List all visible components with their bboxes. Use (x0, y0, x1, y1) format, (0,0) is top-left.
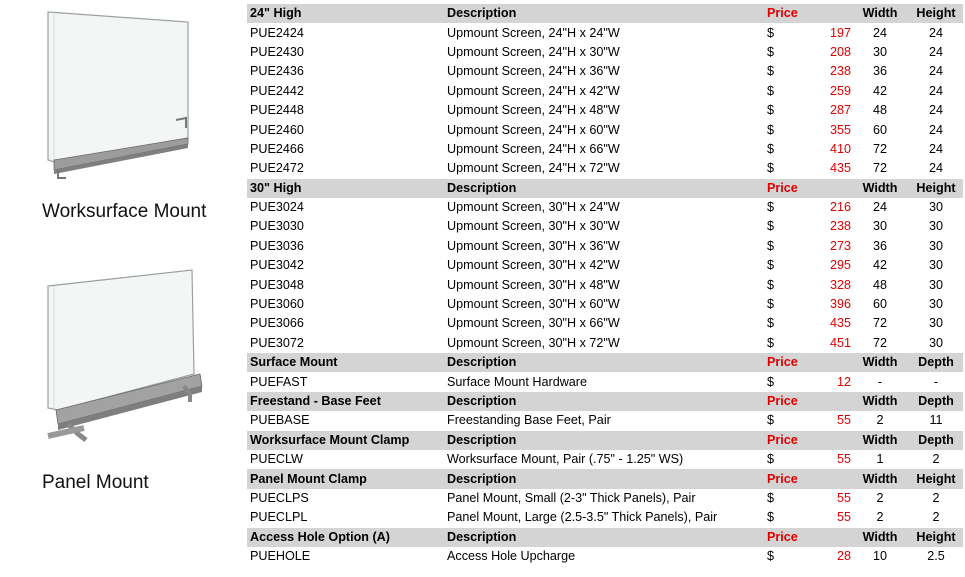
description-cell: Upmount Screen, 30"H x 36"W (447, 238, 620, 253)
price-list-table (247, 4, 963, 566)
product-images-column (0, 0, 245, 577)
col1-cell: 2 (876, 510, 884, 525)
currency-cell: $ (767, 510, 775, 525)
description-cell: Upmount Screen, 30"H x 24"W (447, 200, 620, 215)
currency-cell: $ (767, 335, 775, 350)
section-title: 30" High (247, 179, 444, 198)
sku-cell: PUE3066 (250, 316, 304, 331)
table-row (247, 547, 963, 566)
price-cell: 328 (829, 277, 851, 292)
currency-cell: $ (767, 490, 775, 505)
table-row (247, 140, 963, 159)
price-cell: 55 (836, 490, 851, 505)
table-row (247, 508, 963, 527)
price-cell: 12 (836, 374, 851, 389)
price-cell: 55 (836, 452, 851, 467)
sku-cell: PUE2430 (250, 44, 304, 59)
price-header: Price (764, 431, 851, 450)
description-cell: Access Hole Upcharge (447, 549, 576, 564)
description-cell: Upmount Screen, 30"H x 30"W (447, 219, 620, 234)
col2-cell: 2 (932, 490, 940, 505)
section-header-row (247, 392, 963, 411)
price-cell: 355 (829, 122, 851, 137)
col1-cell: 30 (872, 44, 887, 59)
price-cell: 55 (836, 510, 851, 525)
section-header-row (247, 353, 963, 372)
col2-cell: 24 (928, 161, 943, 176)
description-cell: Panel Mount, Small (2-3" Thick Panels), Pair (447, 490, 696, 505)
sku-cell: PUE2466 (250, 141, 304, 156)
col2-cell: 24 (928, 44, 943, 59)
table-row (247, 314, 963, 333)
table-row (247, 256, 963, 275)
worksurface-mount-screen-image (40, 10, 200, 182)
currency-cell: $ (767, 549, 775, 564)
table-row (247, 101, 963, 120)
col1-cell: 60 (872, 122, 887, 137)
sku-cell: PUE3060 (250, 297, 304, 312)
col1-header: Width (851, 528, 906, 547)
description-cell: Panel Mount, Large (2.5-3.5" Thick Panels), Pair (447, 510, 718, 525)
currency-cell: $ (767, 25, 775, 40)
sku-cell: PUE3072 (250, 335, 304, 350)
sku-cell: PUEHOLE (250, 549, 311, 564)
price-header: Price (764, 179, 851, 198)
price-header: Price (764, 392, 851, 411)
section-header-row (247, 469, 963, 488)
sku-cell: PUE2436 (250, 64, 304, 79)
description-cell: Upmount Screen, 30"H x 72"W (447, 335, 620, 350)
col1-cell: 72 (872, 335, 887, 350)
description-cell: Upmount Screen, 30"H x 60"W (447, 297, 620, 312)
description-header: Description (444, 528, 764, 547)
price-cell: 259 (829, 83, 851, 98)
col1-cell: 10 (872, 549, 887, 564)
col2-cell: 30 (928, 258, 943, 273)
col2-header: Depth (906, 431, 963, 450)
sku-cell: PUE2460 (250, 122, 304, 137)
price-cell: 435 (829, 161, 851, 176)
table-row (247, 23, 963, 42)
description-header: Description (444, 179, 764, 198)
col2-cell: 2 (932, 510, 940, 525)
col2-cell: 2 (932, 452, 940, 467)
table-row (247, 82, 963, 101)
description-header: Description (444, 431, 764, 450)
price-cell: 55 (836, 413, 851, 428)
sku-cell: PUE3024 (250, 200, 304, 215)
sku-cell: PUE3030 (250, 219, 304, 234)
sku-cell: PUE3036 (250, 238, 304, 253)
currency-cell: $ (767, 258, 775, 273)
table-row (247, 159, 963, 178)
price-header: Price (764, 4, 851, 23)
col2-cell: 24 (928, 122, 943, 137)
table-row (247, 43, 963, 62)
price-cell: 410 (829, 141, 851, 156)
section-title: Access Hole Option (A) (247, 528, 444, 547)
currency-cell: $ (767, 238, 775, 253)
col2-header: Height (906, 4, 963, 23)
sku-cell: PUE2448 (250, 103, 304, 118)
col1-cell: 36 (872, 238, 887, 253)
price-cell: 451 (829, 335, 851, 350)
description-header: Description (444, 353, 764, 372)
table-row (247, 120, 963, 139)
section-header-row (247, 528, 963, 547)
currency-cell: $ (767, 64, 775, 79)
col2-cell: 30 (928, 238, 943, 253)
currency-cell: $ (767, 103, 775, 118)
currency-cell: $ (767, 452, 775, 467)
col2-cell: 24 (928, 83, 943, 98)
description-cell: Upmount Screen, 24"H x 30"W (447, 44, 620, 59)
col1-header: Width (851, 353, 906, 372)
price-cell: 28 (836, 549, 851, 564)
table-row (247, 334, 963, 353)
col1-cell: 48 (872, 103, 887, 118)
section-header-row (247, 179, 963, 198)
price-list-body (247, 4, 963, 566)
currency-cell: $ (767, 374, 775, 389)
col1-header: Width (851, 179, 906, 198)
currency-cell: $ (767, 297, 775, 312)
col1-header: Width (851, 469, 906, 488)
col2-cell: 2.5 (927, 549, 945, 564)
price-cell: 208 (829, 44, 851, 59)
section-title: Panel Mount Clamp (247, 469, 444, 488)
col1-header: Width (851, 431, 906, 450)
price-cell: 238 (829, 219, 851, 234)
col1-cell: 36 (872, 64, 887, 79)
currency-cell: $ (767, 161, 775, 176)
col2-header: Depth (906, 353, 963, 372)
col1-header: Width (851, 392, 906, 411)
col1-cell: 2 (876, 413, 884, 428)
sku-cell: PUE3048 (250, 277, 304, 292)
col2-cell: 30 (928, 200, 943, 215)
col1-cell: 24 (872, 200, 887, 215)
price-cell: 396 (829, 297, 851, 312)
price-cell: 238 (829, 64, 851, 79)
panel-mount-screen-image (44, 268, 209, 458)
col1-cell: 42 (872, 83, 887, 98)
col2-cell: 24 (928, 64, 943, 79)
price-header: Price (764, 353, 851, 372)
col1-cell: 2 (876, 490, 884, 505)
description-cell: Upmount Screen, 30"H x 66"W (447, 316, 620, 331)
currency-cell: $ (767, 83, 775, 98)
col1-cell: 24 (872, 25, 887, 40)
col1-cell: 72 (872, 141, 887, 156)
price-cell: 216 (829, 200, 851, 215)
col2-header: Height (906, 179, 963, 198)
table-row (247, 450, 963, 469)
description-cell: Worksurface Mount, Pair (.75" - 1.25" WS) (447, 452, 684, 467)
description-cell: Upmount Screen, 24"H x 60"W (447, 122, 620, 137)
price-cell: 435 (829, 316, 851, 331)
description-cell: Upmount Screen, 24"H x 42"W (447, 83, 620, 98)
currency-cell: $ (767, 44, 775, 59)
table-row (247, 62, 963, 81)
description-cell: Upmount Screen, 30"H x 48"W (447, 277, 620, 292)
table-row (247, 489, 963, 508)
col2-cell: 30 (928, 297, 943, 312)
col1-cell: - (877, 374, 883, 389)
price-cell: 287 (829, 103, 851, 118)
section-header-row (247, 431, 963, 450)
sku-cell: PUECLPL (250, 510, 308, 525)
description-cell: Upmount Screen, 24"H x 48"W (447, 103, 620, 118)
description-cell: Surface Mount Hardware (447, 374, 587, 389)
col2-header: Height (906, 528, 963, 547)
currency-cell: $ (767, 219, 775, 234)
col2-cell: - (933, 374, 939, 389)
price-cell: 197 (829, 25, 851, 40)
col1-header: Width (851, 4, 906, 23)
col2-cell: 30 (928, 316, 943, 331)
section-title: Freestand - Base Feet (247, 392, 444, 411)
col2-cell: 30 (928, 335, 943, 350)
section-title: Surface Mount (247, 353, 444, 372)
col2-cell: 24 (928, 25, 943, 40)
currency-cell: $ (767, 200, 775, 215)
price-cell: 295 (829, 258, 851, 273)
description-cell: Upmount Screen, 24"H x 66"W (447, 141, 620, 156)
sku-cell: PUE2424 (250, 25, 304, 40)
table-row (247, 237, 963, 256)
table-row (247, 217, 963, 236)
sku-cell: PUECLW (250, 452, 303, 467)
col2-cell: 24 (928, 141, 943, 156)
table-row (247, 295, 963, 314)
col2-header: Depth (906, 392, 963, 411)
table-row (247, 411, 963, 430)
section-title: Worksurface Mount Clamp (247, 431, 444, 450)
sku-cell: PUECLPS (250, 490, 309, 505)
col2-cell: 30 (928, 219, 943, 234)
section-header-row (247, 4, 963, 23)
col1-cell: 72 (872, 316, 887, 331)
sku-cell: PUEFAST (250, 374, 308, 389)
col1-cell: 48 (872, 277, 887, 292)
col1-cell: 1 (876, 452, 884, 467)
col2-header: Height (906, 469, 963, 488)
col2-cell: 24 (928, 103, 943, 118)
table-row (247, 372, 963, 391)
price-header: Price (764, 528, 851, 547)
description-header: Description (444, 4, 764, 23)
table-row (247, 198, 963, 217)
col1-cell: 30 (872, 219, 887, 234)
col2-cell: 11 (929, 413, 943, 428)
description-cell: Upmount Screen, 30"H x 42"W (447, 258, 620, 273)
panel-mount-caption: Panel Mount (42, 472, 149, 493)
worksurface-mount-caption: Worksurface Mount (42, 201, 207, 222)
description-cell: Freestanding Base Feet, Pair (447, 413, 611, 428)
currency-cell: $ (767, 277, 775, 292)
description-header: Description (444, 392, 764, 411)
description-cell: Upmount Screen, 24"H x 24"W (447, 25, 620, 40)
description-cell: Upmount Screen, 24"H x 36"W (447, 64, 620, 79)
description-header: Description (444, 469, 764, 488)
col2-cell: 30 (928, 277, 943, 292)
sku-cell: PUE3042 (250, 258, 304, 273)
table-row (247, 275, 963, 294)
currency-cell: $ (767, 316, 775, 331)
sku-cell: PUE2472 (250, 161, 304, 176)
sku-cell: PUE2442 (250, 83, 304, 98)
sku-cell: PUEBASE (250, 413, 310, 428)
col1-cell: 42 (872, 258, 887, 273)
currency-cell: $ (767, 122, 775, 137)
price-cell: 273 (829, 238, 851, 253)
description-cell: Upmount Screen, 24"H x 72"W (447, 161, 620, 176)
currency-cell: $ (767, 413, 775, 428)
section-title: 24" High (247, 4, 444, 23)
currency-cell: $ (767, 141, 775, 156)
price-header: Price (764, 469, 851, 488)
col1-cell: 72 (872, 161, 887, 176)
col1-cell: 60 (872, 297, 887, 312)
